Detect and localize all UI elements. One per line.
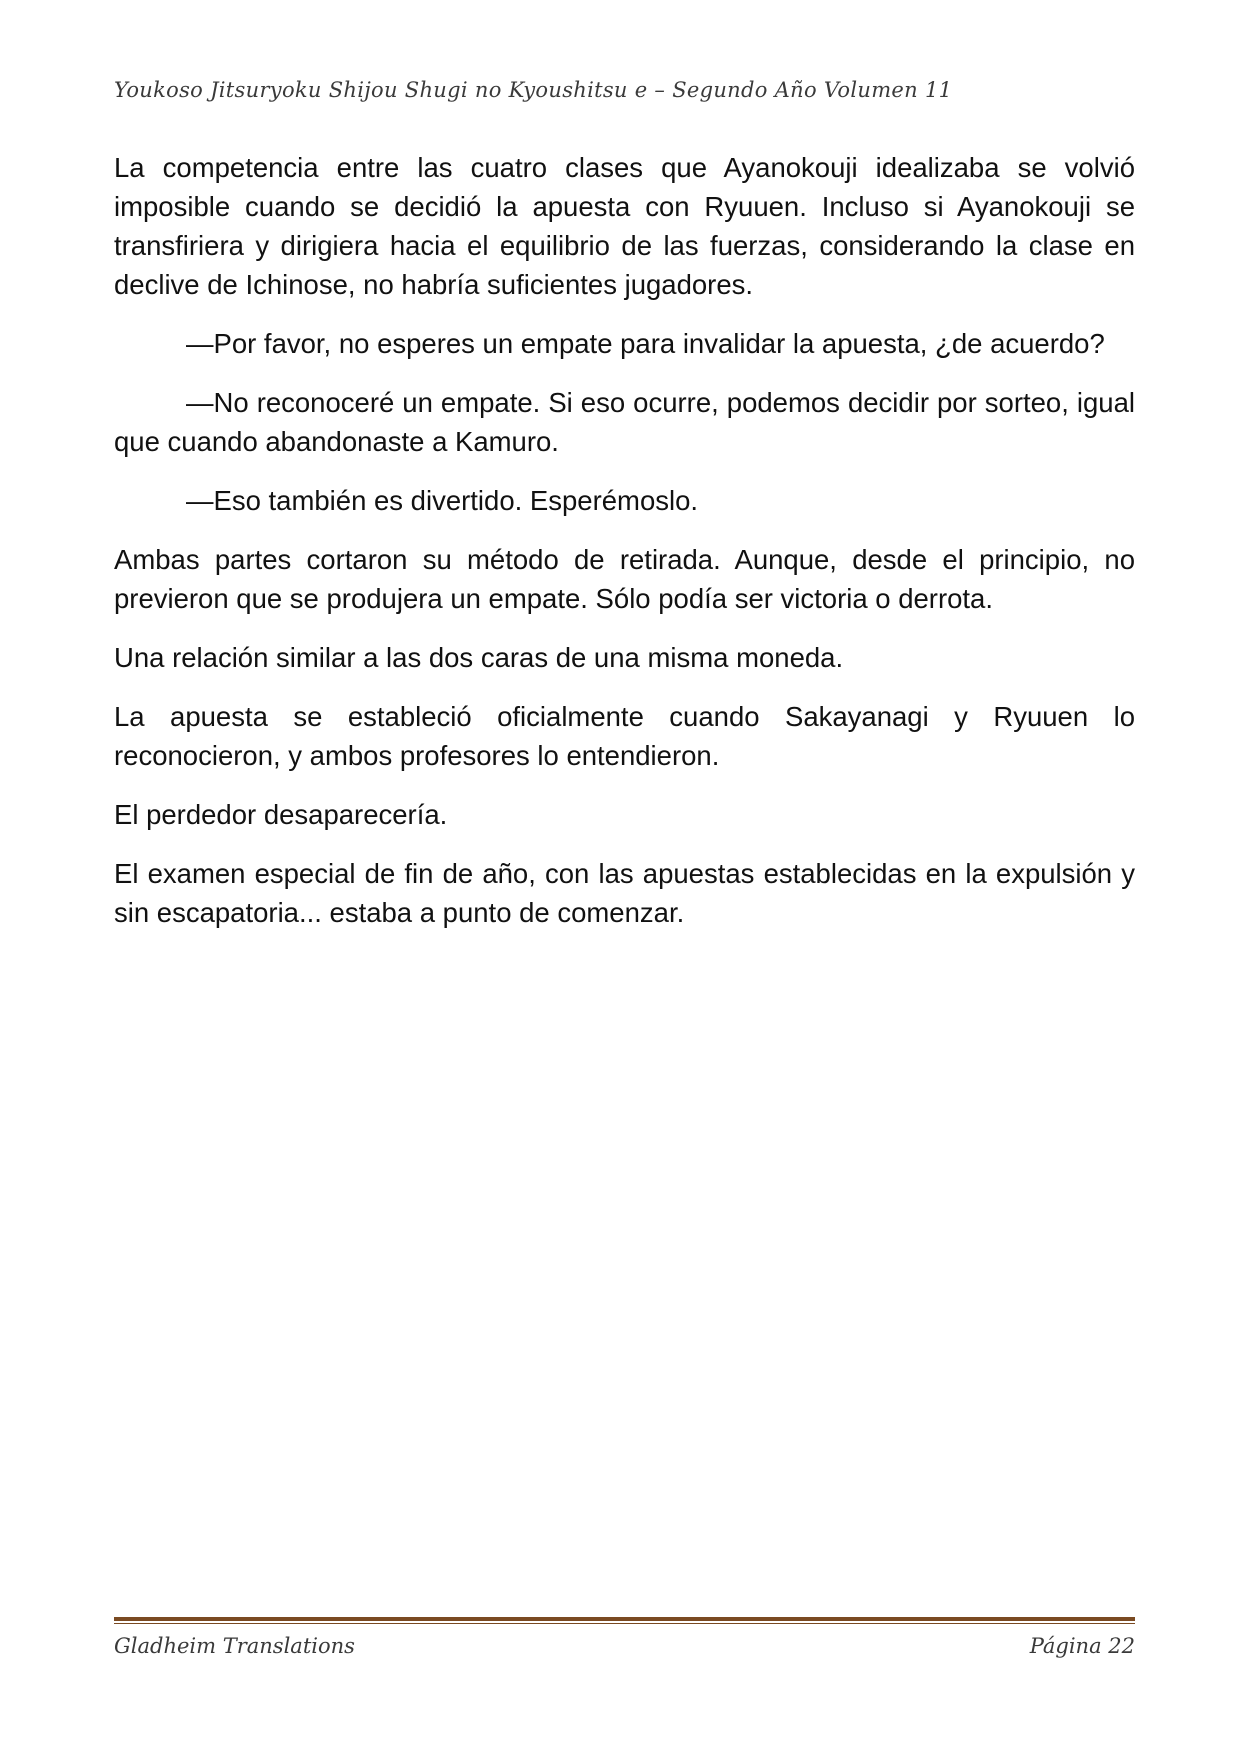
footer-divider — [114, 1617, 1135, 1624]
running-header: Youkoso Jitsuryoku Shijou Shugi no Kyoushitsu e – Segundo Año Volumen 11 — [114, 78, 953, 102]
dialogue-paragraph: —Eso también es divertido. Esperémoslo. — [186, 485, 699, 516]
footer-credit: Gladheim Translations — [114, 1634, 355, 1658]
paragraph: Una relación similar a las dos caras de una misma moneda. — [114, 642, 844, 673]
paragraph: La competencia entre las cuatro clases que Ayanokouji idealizaba se volvió imposible cuando se decidió la apuesta con Ryuuen. Incluso si Ayanokouji se transfiriera y dirigiera hacia el equilibrio de las fuerzas, considerando la clase en declive de Ichinose, no habría suficientes jugadores. — [114, 152, 1135, 300]
footer-divider-thin — [114, 1623, 1135, 1624]
footer-divider-thick — [114, 1617, 1135, 1621]
paragraph: La apuesta se estableció oficialmente cuando Sakayanagi y Ryuuen lo reconocieron, y ambos profesores lo entendieron. — [114, 701, 1135, 771]
paragraph: Ambas partes cortaron su método de retirada. Aunque, desde el principio, no previeron que se produjera un empate. Sólo podía ser victoria o derrota. — [114, 544, 1135, 614]
body-text — [114, 148, 1135, 952]
page-number: Página 22 — [1029, 1634, 1135, 1658]
dialogue-paragraph: —Por favor, no esperes un empate para invalidar la apuesta, ¿de acuerdo? — [186, 328, 1105, 359]
paragraph: El perdedor desaparecería. — [114, 799, 448, 830]
paragraph: El examen especial de fin de año, con las apuestas establecidas en la expulsión y sin escapatoria... estaba a punto de comenzar. — [114, 858, 1135, 928]
dialogue-paragraph: —No reconoceré un empate. Si eso ocurre, podemos decidir por sorteo, igual que cuando abandonaste a Kamuro. — [114, 387, 1135, 457]
